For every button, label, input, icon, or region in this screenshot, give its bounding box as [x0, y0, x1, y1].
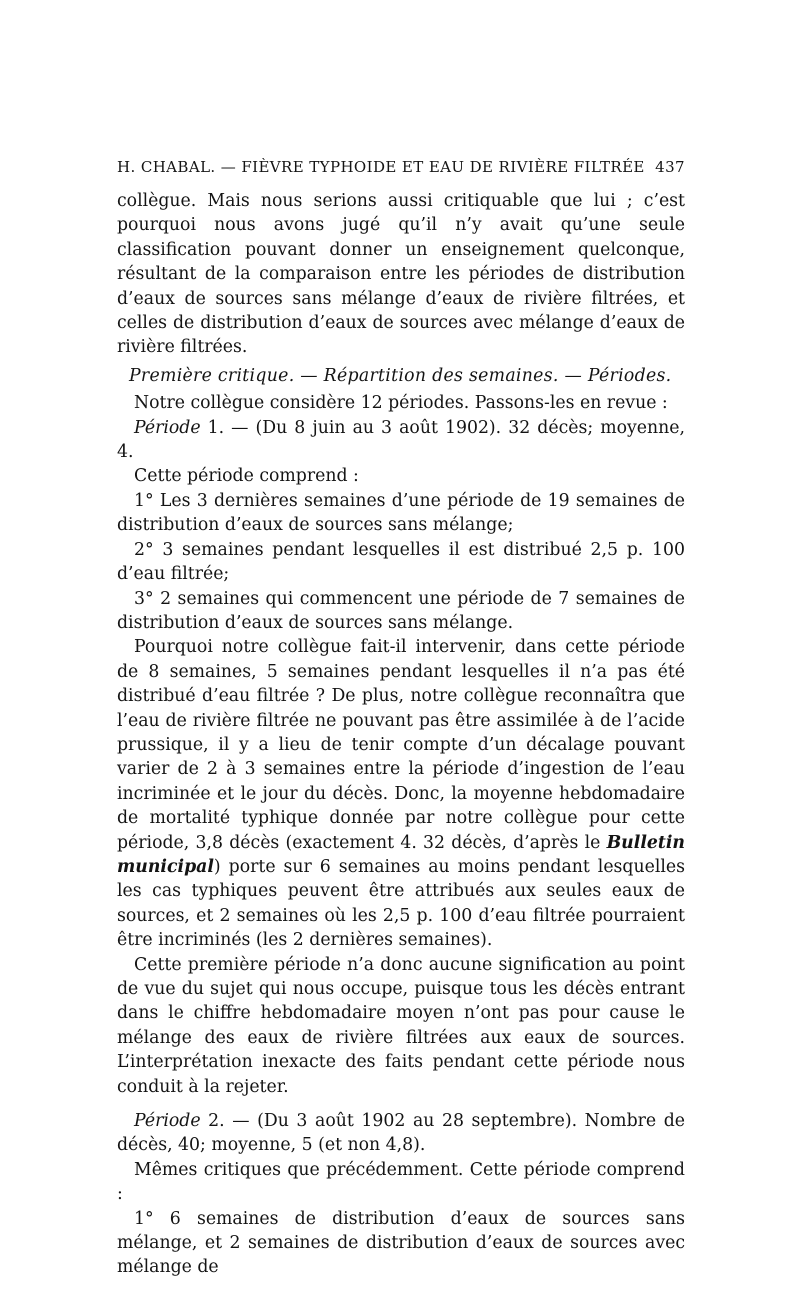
paragraph: Mêmes critiques que précédemment. Cette période comprend :: [117, 1159, 685, 1205]
period-text: 2. — (Du 3 août 1902 au 28 septembre). Nombre de décès, 40; moyenne, 5 (et non 4,8).: [117, 1111, 685, 1156]
page-number: 437: [655, 158, 685, 176]
period-label: Période: [134, 1111, 201, 1132]
period-entry: [117, 416, 685, 465]
list-item: 2° 3 semaines pendant lesquelles il est distribué 2,5 p. 100 d’eau filtrée;: [117, 539, 685, 585]
list-item: 1° 6 semaines de distribution d’eaux de sources sans mélange, et 2 semaines de distribution d’eaux de sources avec mélange de: [117, 1208, 685, 1278]
period-label: Période: [134, 417, 201, 438]
bulletin-title: Bulletin municipal: [117, 832, 685, 877]
running-header: [117, 158, 685, 184]
paragraph-text: ) porte sur 6 semaines au moins pendant lesquelles les cas typhiques peuvent être attribués aux seules eaux de sources, et 2 semaines où les 2,5 p. 100 d’eau filtrée pourraient être incriminés (les 2 dernières semaines).: [117, 856, 685, 951]
paragraph: [117, 635, 685, 952]
paragraph-text: Pourquoi notre collègue fait-il intervenir, dans cette période de 8 semaines, 5 semaines pendant lesquelles il n’a pas été distribué d’eau filtrée ? De plus, notre collègue reconnaîtra que l’eau de rivière filtrée ne pouvant pas être assimilée à de l’acide prussique, il y a lieu de tenir compte d’un décalage pouvant varier de 2 à 3 semaines entre la période d’ingestion de l’eau incriminée et le jour du décès. Donc, la moyenne hebdomadaire de mortalité typhique donnée par notre collègue pour cette période, 3,8 décès (exactement 4. 32 décès, d’après le: [117, 637, 685, 853]
paragraph: Cette période comprend :: [134, 466, 359, 487]
paragraph: Notre collègue considère 12 périodes. Passons-les en revue :: [134, 393, 668, 414]
paragraph: Cette première période n’a donc aucune signification au point de vue du sujet qui nous occupe, puisque tous les décès entrant dans le chiffre hebdomadaire moyen n’ont pas pour cause le mélange des eaux de rivière filtrées aux eaux de sources. L’interprétation inexacte des faits pendant cette période nous conduit à la rejeter.: [117, 954, 685, 1097]
period-text: 1. — (Du 8 juin au 3 août 1902). 32 décès; moyenne, 4.: [117, 417, 685, 463]
body-text: [117, 189, 685, 1280]
section-heading: Première critique. — Répartition des semaines. — Périodes.: [129, 365, 672, 386]
paragraph: collègue. Mais nous serions aussi critiquable que lui ; c’est pourquoi nous avons jugé qu’il n’y avait qu’une seule classification pouvant donner un enseignement quelconque, résultant de la comparaison entre les périodes de distribution d’eaux de sources sans mélange d’eaux de rivière filtrées, et celles de distribution d’eaux de sources avec mélange d’eaux de rivière filtrées.: [117, 191, 685, 358]
list-item: 3° 2 semaines qui commencent une période de 7 semaines de distribution d’eaux de sources sans mélange.: [117, 588, 685, 633]
list-item: 1° Les 3 dernières semaines d’une période de 19 semaines de distribution d’eaux de sources sans mélange;: [117, 490, 685, 536]
period-entry: [117, 1109, 685, 1158]
running-title: H. CHABAL. — FIÈVRE TYPHOIDE ET EAU DE RIVIÈRE FILTRÉE: [117, 158, 645, 176]
